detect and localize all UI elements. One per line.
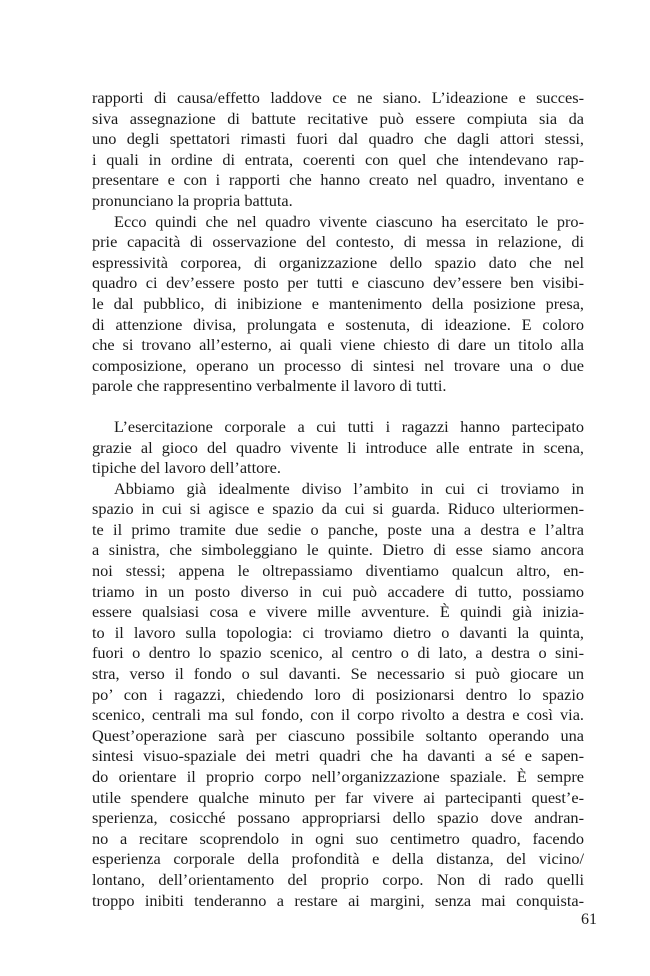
text-line: scenico, centrali ma sul fondo, con il corpo rivolto a destra e così via. — [92, 705, 584, 725]
text-line: rapporti di causa/effetto laddove ce ne siano. L’ideazione e succes- — [92, 88, 584, 107]
paragraph — [92, 479, 584, 911]
text-line: fuori o dentro lo spazio scenico, al centro o di lato, a destra o sini- — [92, 643, 584, 663]
text-line: essere qualsiasi cosa e vivere mille avventure. È quindi già inizia- — [92, 602, 584, 622]
text-line: esperienza corporale della profondità e della distanza, del vicino/ — [92, 849, 584, 869]
text-line: Abbiamo già idealmente diviso l’ambito in cui ci troviamo in — [114, 478, 584, 498]
text-line: che si trovano all’esterno, ai quali viene chiesto di dare un titolo alla — [92, 335, 584, 355]
text-line: di attenzione divisa, prolungata e sostenuta, di ideazione. E coloro — [92, 314, 584, 334]
paragraph — [92, 417, 584, 479]
text-line: stra, verso il fondo o sul davanti. Se necessario si può giocare un — [92, 664, 584, 684]
text-line: parole che rappresentino verbalmente il lavoro di tutti. — [92, 376, 447, 396]
text-line: tipiche del lavoro dell’attore. — [92, 458, 281, 478]
text-line: quadro ci dev’essere posto per tutti e ciascuno dev’essere ben visibi- — [92, 273, 584, 293]
paragraph-gap — [92, 397, 584, 417]
text-line: no a recitare scoprendolo in ogni suo centimetro quadro, facendo — [92, 828, 584, 848]
text-line: utile spendere qualche minuto per far vivere ai partecipanti quest’e- — [92, 787, 584, 807]
text-line: triamo in un posto diverso in cui può accadere di tutto, possiamo — [92, 581, 584, 601]
text-line: a sinistra, che simboleggiano le quinte. Dietro di esse siamo ancora — [92, 540, 584, 560]
text-line: Quest’operazione sarà per ciascuno possibile soltanto operando una — [92, 725, 584, 745]
text-line: sperienza, cosicché possano appropriarsi dello spazio dove andran- — [92, 808, 584, 828]
text-line: spazio in cui si agisce e spazio da cui si guarda. Riduco ulteriormen- — [92, 499, 584, 519]
paragraph — [92, 88, 584, 212]
text-line: troppo inibiti tenderanno a restare ai margini, senza mai conquista- — [92, 890, 584, 910]
text-line: pronunciano la propria battuta. — [92, 190, 293, 210]
text-line: espressività corporea, di organizzazione dello spazio dato che nel — [92, 252, 584, 272]
page-number: 61 — [581, 911, 597, 928]
text-line: po’ con i ragazzi, chiedendo loro di posizionarsi dentro lo spazio — [92, 684, 584, 704]
body-text — [92, 88, 584, 911]
text-line: te il primo tramite due sedie o panche, poste una a destra e l’altra — [92, 519, 584, 539]
text-line: composizione, operano un processo di sintesi nel trovare una o due — [92, 355, 584, 375]
text-line: le dal pubblico, di inibizione e mantenimento della posizione presa, — [92, 293, 584, 313]
text-line: noi stessi; appena le oltrepassiamo diventiamo qualcun altro, en- — [92, 561, 584, 581]
text-line: lontano, dell’orientamento del proprio corpo. Non di rado quelli — [92, 869, 584, 889]
text-line: L’esercitazione corporale a cui tutti i ragazzi hanno partecipato — [114, 416, 584, 436]
text-line: i quali in ordine di entrata, coerenti con quel che intendevano rap- — [92, 149, 584, 169]
text-line: Ecco quindi che nel quadro vivente ciascuno ha esercitato le pro- — [114, 211, 584, 231]
text-line: prie capacità di osservazione del contesto, di messa in relazione, di — [92, 232, 584, 252]
text-line: sintesi visuo-spaziale dei metri quadri che ha davanti a sé e sapen- — [92, 746, 584, 766]
paragraph — [92, 212, 584, 397]
text-line: presentare e con i rapporti che hanno creato nel quadro, inventano e — [92, 170, 584, 190]
text-line: uno degli spettatori rimasti fuori dal quadro che dagli attori stessi, — [92, 129, 584, 149]
text-line: to il lavoro sulla topologia: ci troviamo dietro o davanti la quinta, — [92, 622, 584, 642]
text-line: do orientare il proprio corpo nell’organizzazione spaziale. È sempre — [92, 767, 584, 786]
text-line: grazie al gioco del quadro vivente li introduce alle entrate in scena, — [92, 437, 584, 457]
text-line: siva assegnazione di battute recitative può essere compiuta sia da — [92, 108, 584, 128]
